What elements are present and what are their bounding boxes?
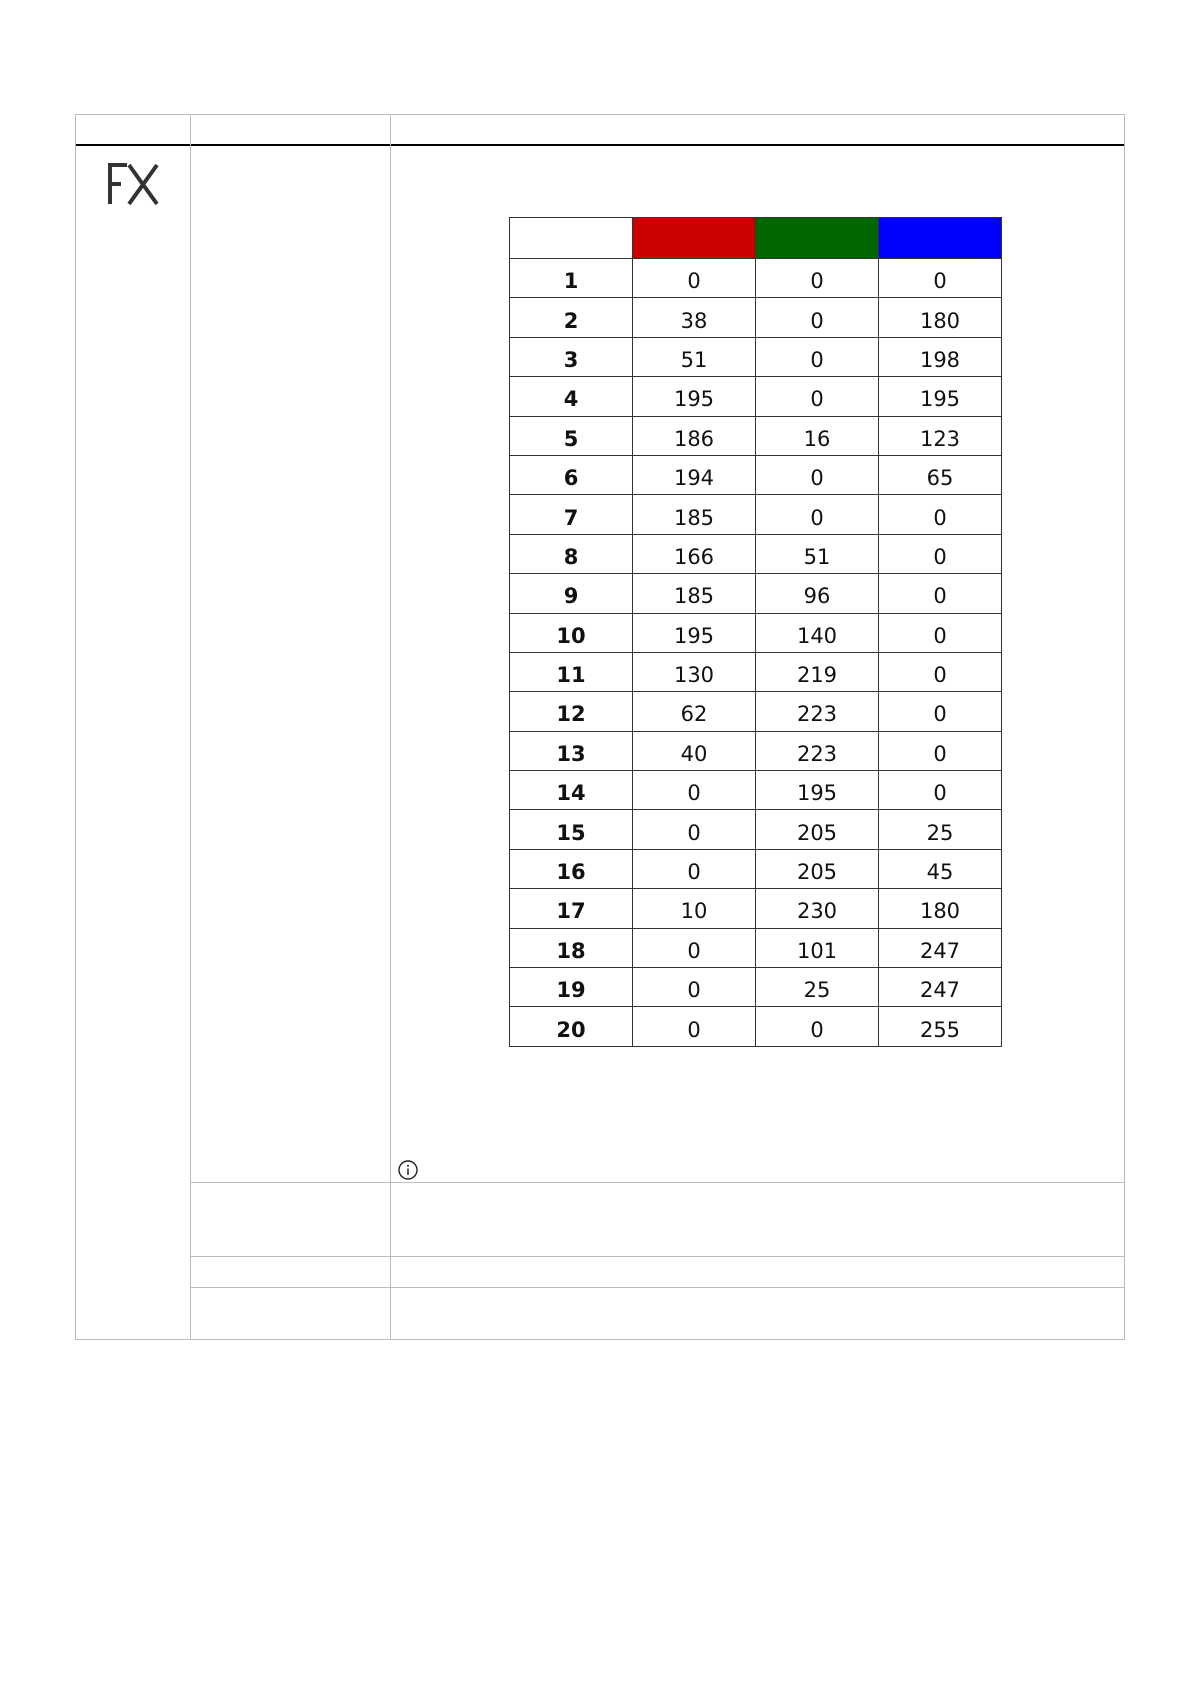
blue-value-cell: 247 — [879, 928, 1002, 967]
red-value-cell: 185 — [633, 495, 756, 534]
green-value-cell: 16 — [756, 416, 879, 455]
index-cell: 7 — [510, 495, 633, 534]
table-row — [510, 1007, 1002, 1046]
green-value-cell: 223 — [756, 692, 879, 731]
blue-value-cell: 45 — [879, 849, 1002, 888]
red-value-cell: 0 — [633, 1007, 756, 1046]
table-row — [510, 692, 1002, 731]
red-value-cell: 51 — [633, 337, 756, 376]
index-cell: 16 — [510, 849, 633, 888]
table-row — [510, 613, 1002, 652]
blue-value-cell: 65 — [879, 455, 1002, 494]
index-cell: 3 — [510, 337, 633, 376]
red-value-cell: 195 — [633, 377, 756, 416]
header-red-swatch — [633, 218, 756, 259]
table-row — [510, 495, 1002, 534]
rgb-color-table — [509, 217, 1002, 1047]
green-value-cell: 51 — [756, 534, 879, 573]
table-row — [510, 849, 1002, 888]
table-row — [510, 337, 1002, 376]
blue-value-cell: 0 — [879, 613, 1002, 652]
red-value-cell: 0 — [633, 771, 756, 810]
red-value-cell: 130 — [633, 652, 756, 691]
table-row — [510, 416, 1002, 455]
red-value-cell: 40 — [633, 731, 756, 770]
red-value-cell: 38 — [633, 298, 756, 337]
green-value-cell: 230 — [756, 889, 879, 928]
red-value-cell: 194 — [633, 455, 756, 494]
blue-value-cell: 123 — [879, 416, 1002, 455]
main-table — [75, 114, 1125, 1340]
blue-value-cell: 0 — [879, 259, 1002, 298]
color-header-row — [510, 218, 1002, 259]
green-value-cell: 0 — [756, 259, 879, 298]
index-cell: 10 — [510, 613, 633, 652]
row-divider-1 — [190, 1182, 1124, 1183]
red-value-cell: 166 — [633, 534, 756, 573]
green-value-cell: 219 — [756, 652, 879, 691]
red-value-cell: 195 — [633, 613, 756, 652]
green-value-cell: 0 — [756, 455, 879, 494]
index-cell: 1 — [510, 259, 633, 298]
green-value-cell: 140 — [756, 613, 879, 652]
table-row — [510, 574, 1002, 613]
index-cell: 20 — [510, 1007, 633, 1046]
row-divider-2 — [190, 1256, 1124, 1257]
table-row — [510, 455, 1002, 494]
index-cell: 4 — [510, 377, 633, 416]
blue-value-cell: 198 — [879, 337, 1002, 376]
blue-value-cell: 25 — [879, 810, 1002, 849]
index-cell: 17 — [510, 889, 633, 928]
row-divider-3 — [190, 1287, 1124, 1288]
red-value-cell: 0 — [633, 849, 756, 888]
green-value-cell: 223 — [756, 731, 879, 770]
table-row — [510, 259, 1002, 298]
blue-value-cell: 0 — [879, 652, 1002, 691]
header-green-swatch — [756, 218, 879, 259]
green-value-cell: 0 — [756, 298, 879, 337]
blue-value-cell: 0 — [879, 731, 1002, 770]
table-row — [510, 377, 1002, 416]
table-row — [510, 928, 1002, 967]
blue-value-cell: 247 — [879, 968, 1002, 1007]
green-value-cell: 195 — [756, 771, 879, 810]
header-blue-swatch — [879, 218, 1002, 259]
index-cell: 9 — [510, 574, 633, 613]
index-cell: 8 — [510, 534, 633, 573]
blue-value-cell: 195 — [879, 377, 1002, 416]
green-value-cell: 25 — [756, 968, 879, 1007]
blue-value-cell: 0 — [879, 692, 1002, 731]
blue-value-cell: 0 — [879, 534, 1002, 573]
blue-value-cell: 180 — [879, 298, 1002, 337]
index-cell: 6 — [510, 455, 633, 494]
header-rule — [76, 144, 1124, 146]
table-row — [510, 298, 1002, 337]
index-cell: 13 — [510, 731, 633, 770]
index-cell: 5 — [510, 416, 633, 455]
green-value-cell: 0 — [756, 337, 879, 376]
blue-value-cell: 0 — [879, 771, 1002, 810]
blue-value-cell: 0 — [879, 495, 1002, 534]
fx-logo-icon — [107, 162, 161, 206]
index-cell: 12 — [510, 692, 633, 731]
table-row — [510, 889, 1002, 928]
green-value-cell: 205 — [756, 810, 879, 849]
table-row — [510, 731, 1002, 770]
green-value-cell: 0 — [756, 377, 879, 416]
red-value-cell: 186 — [633, 416, 756, 455]
blue-value-cell: 180 — [879, 889, 1002, 928]
header-blank-cell — [510, 218, 633, 259]
table-row — [510, 810, 1002, 849]
red-value-cell: 0 — [633, 968, 756, 1007]
red-value-cell: 0 — [633, 810, 756, 849]
green-value-cell: 0 — [756, 1007, 879, 1046]
table-row — [510, 652, 1002, 691]
red-value-cell: 185 — [633, 574, 756, 613]
red-value-cell: 0 — [633, 928, 756, 967]
index-cell: 15 — [510, 810, 633, 849]
green-value-cell: 96 — [756, 574, 879, 613]
table-row — [510, 534, 1002, 573]
green-value-cell: 101 — [756, 928, 879, 967]
green-value-cell: 0 — [756, 495, 879, 534]
index-cell: 14 — [510, 771, 633, 810]
red-value-cell: 62 — [633, 692, 756, 731]
column-divider-2 — [390, 115, 391, 1339]
blue-value-cell: 255 — [879, 1007, 1002, 1046]
red-value-cell: 10 — [633, 889, 756, 928]
blue-value-cell: 0 — [879, 574, 1002, 613]
table-row — [510, 771, 1002, 810]
red-value-cell: 0 — [633, 259, 756, 298]
index-cell: 2 — [510, 298, 633, 337]
index-cell: 19 — [510, 968, 633, 1007]
index-cell: 18 — [510, 928, 633, 967]
index-cell: 11 — [510, 652, 633, 691]
info-icon — [397, 1159, 419, 1181]
table-row — [510, 968, 1002, 1007]
green-value-cell: 205 — [756, 849, 879, 888]
column-divider-1 — [190, 115, 191, 1339]
